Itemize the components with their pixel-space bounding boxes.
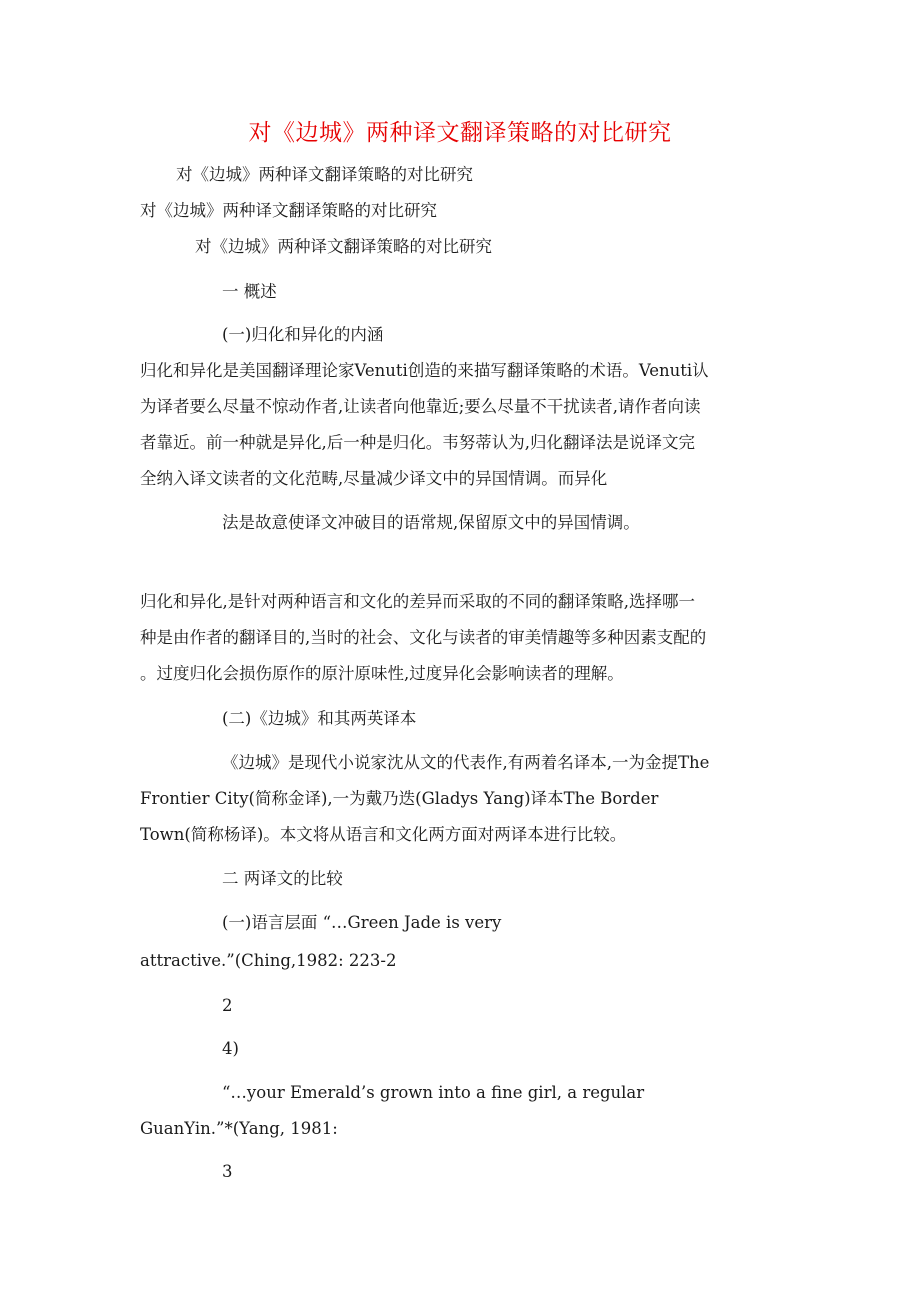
section-heading-overview: 一 概述 — [222, 282, 277, 301]
paragraph-line: 为译者要么尽量不惊动作者,让读者向他靠近;要么尽量不干扰读者,请作者向读 — [140, 397, 701, 416]
paragraph-line: 《边城》是现代小说家沈从文的代表作,有两着名译本,一为金提The — [222, 753, 710, 772]
subtitle-line-2: 对《边城》两种译文翻译策略的对比研究 — [140, 201, 437, 220]
paragraph-line: GuanYin.”*(Yang, 1981: — [140, 1119, 338, 1138]
document-title: 对《边城》两种译文翻译策略的对比研究 — [248, 120, 672, 146]
subsection-heading-1: (一)归化和异化的内涵 — [222, 325, 384, 344]
paragraph-line: 4) — [222, 1039, 239, 1058]
paragraph-line: 种是由作者的翻译目的,当时的社会、文化与读者的审美情趣等多种因素支配的 — [140, 628, 707, 647]
paragraph-line: 法是故意使译文冲破目的语常规,保留原文中的异国情调。 — [222, 513, 640, 532]
paragraph-line: 归化和异化,是针对两种语言和文化的差异而采取的不同的翻译策略,选择哪一 — [140, 592, 695, 611]
paragraph-line: Town(简称杨译)。本文将从语言和文化两方面对两译本进行比较。 — [140, 825, 627, 844]
paragraph-line: Frontier City(简称金译),一为戴乃迭(Gladys Yang)译本The Border — [140, 789, 659, 808]
paragraph-line: 。过度归化会损伤原作的原汁原味性,过度异化会影响读者的理解。 — [140, 664, 624, 683]
subtitle-line-3: 对《边城》两种译文翻译策略的对比研究 — [195, 237, 492, 256]
paragraph-line: 者靠近。前一种就是异化,后一种是归化。韦努蒂认为,归化翻译法是说译文完 — [140, 433, 695, 452]
subtitle-line-1: 对《边城》两种译文翻译策略的对比研究 — [176, 165, 473, 184]
paragraph-line: 3 — [222, 1162, 233, 1181]
paragraph-line: 全纳入译文读者的文化范畴,尽量减少译文中的异国情调。而异化 — [140, 469, 608, 488]
paragraph-line: attractive.”(Ching,1982: 223-2 — [140, 951, 397, 970]
paragraph-line: “…your Emerald’s grown into a fine girl, a regular — [222, 1083, 645, 1102]
subsection-heading-2: (二)《边城》和其两英译本 — [222, 709, 417, 728]
paragraph-line: (一)语言层面 “…Green Jade is very — [222, 913, 502, 932]
paragraph-line: 归化和异化是美国翻译理论家Venuti创造的来描写翻译策略的术语。Venuti认 — [140, 361, 709, 380]
paragraph-line: 2 — [222, 996, 233, 1015]
section-heading-comparison: 二 两译文的比较 — [222, 869, 343, 888]
